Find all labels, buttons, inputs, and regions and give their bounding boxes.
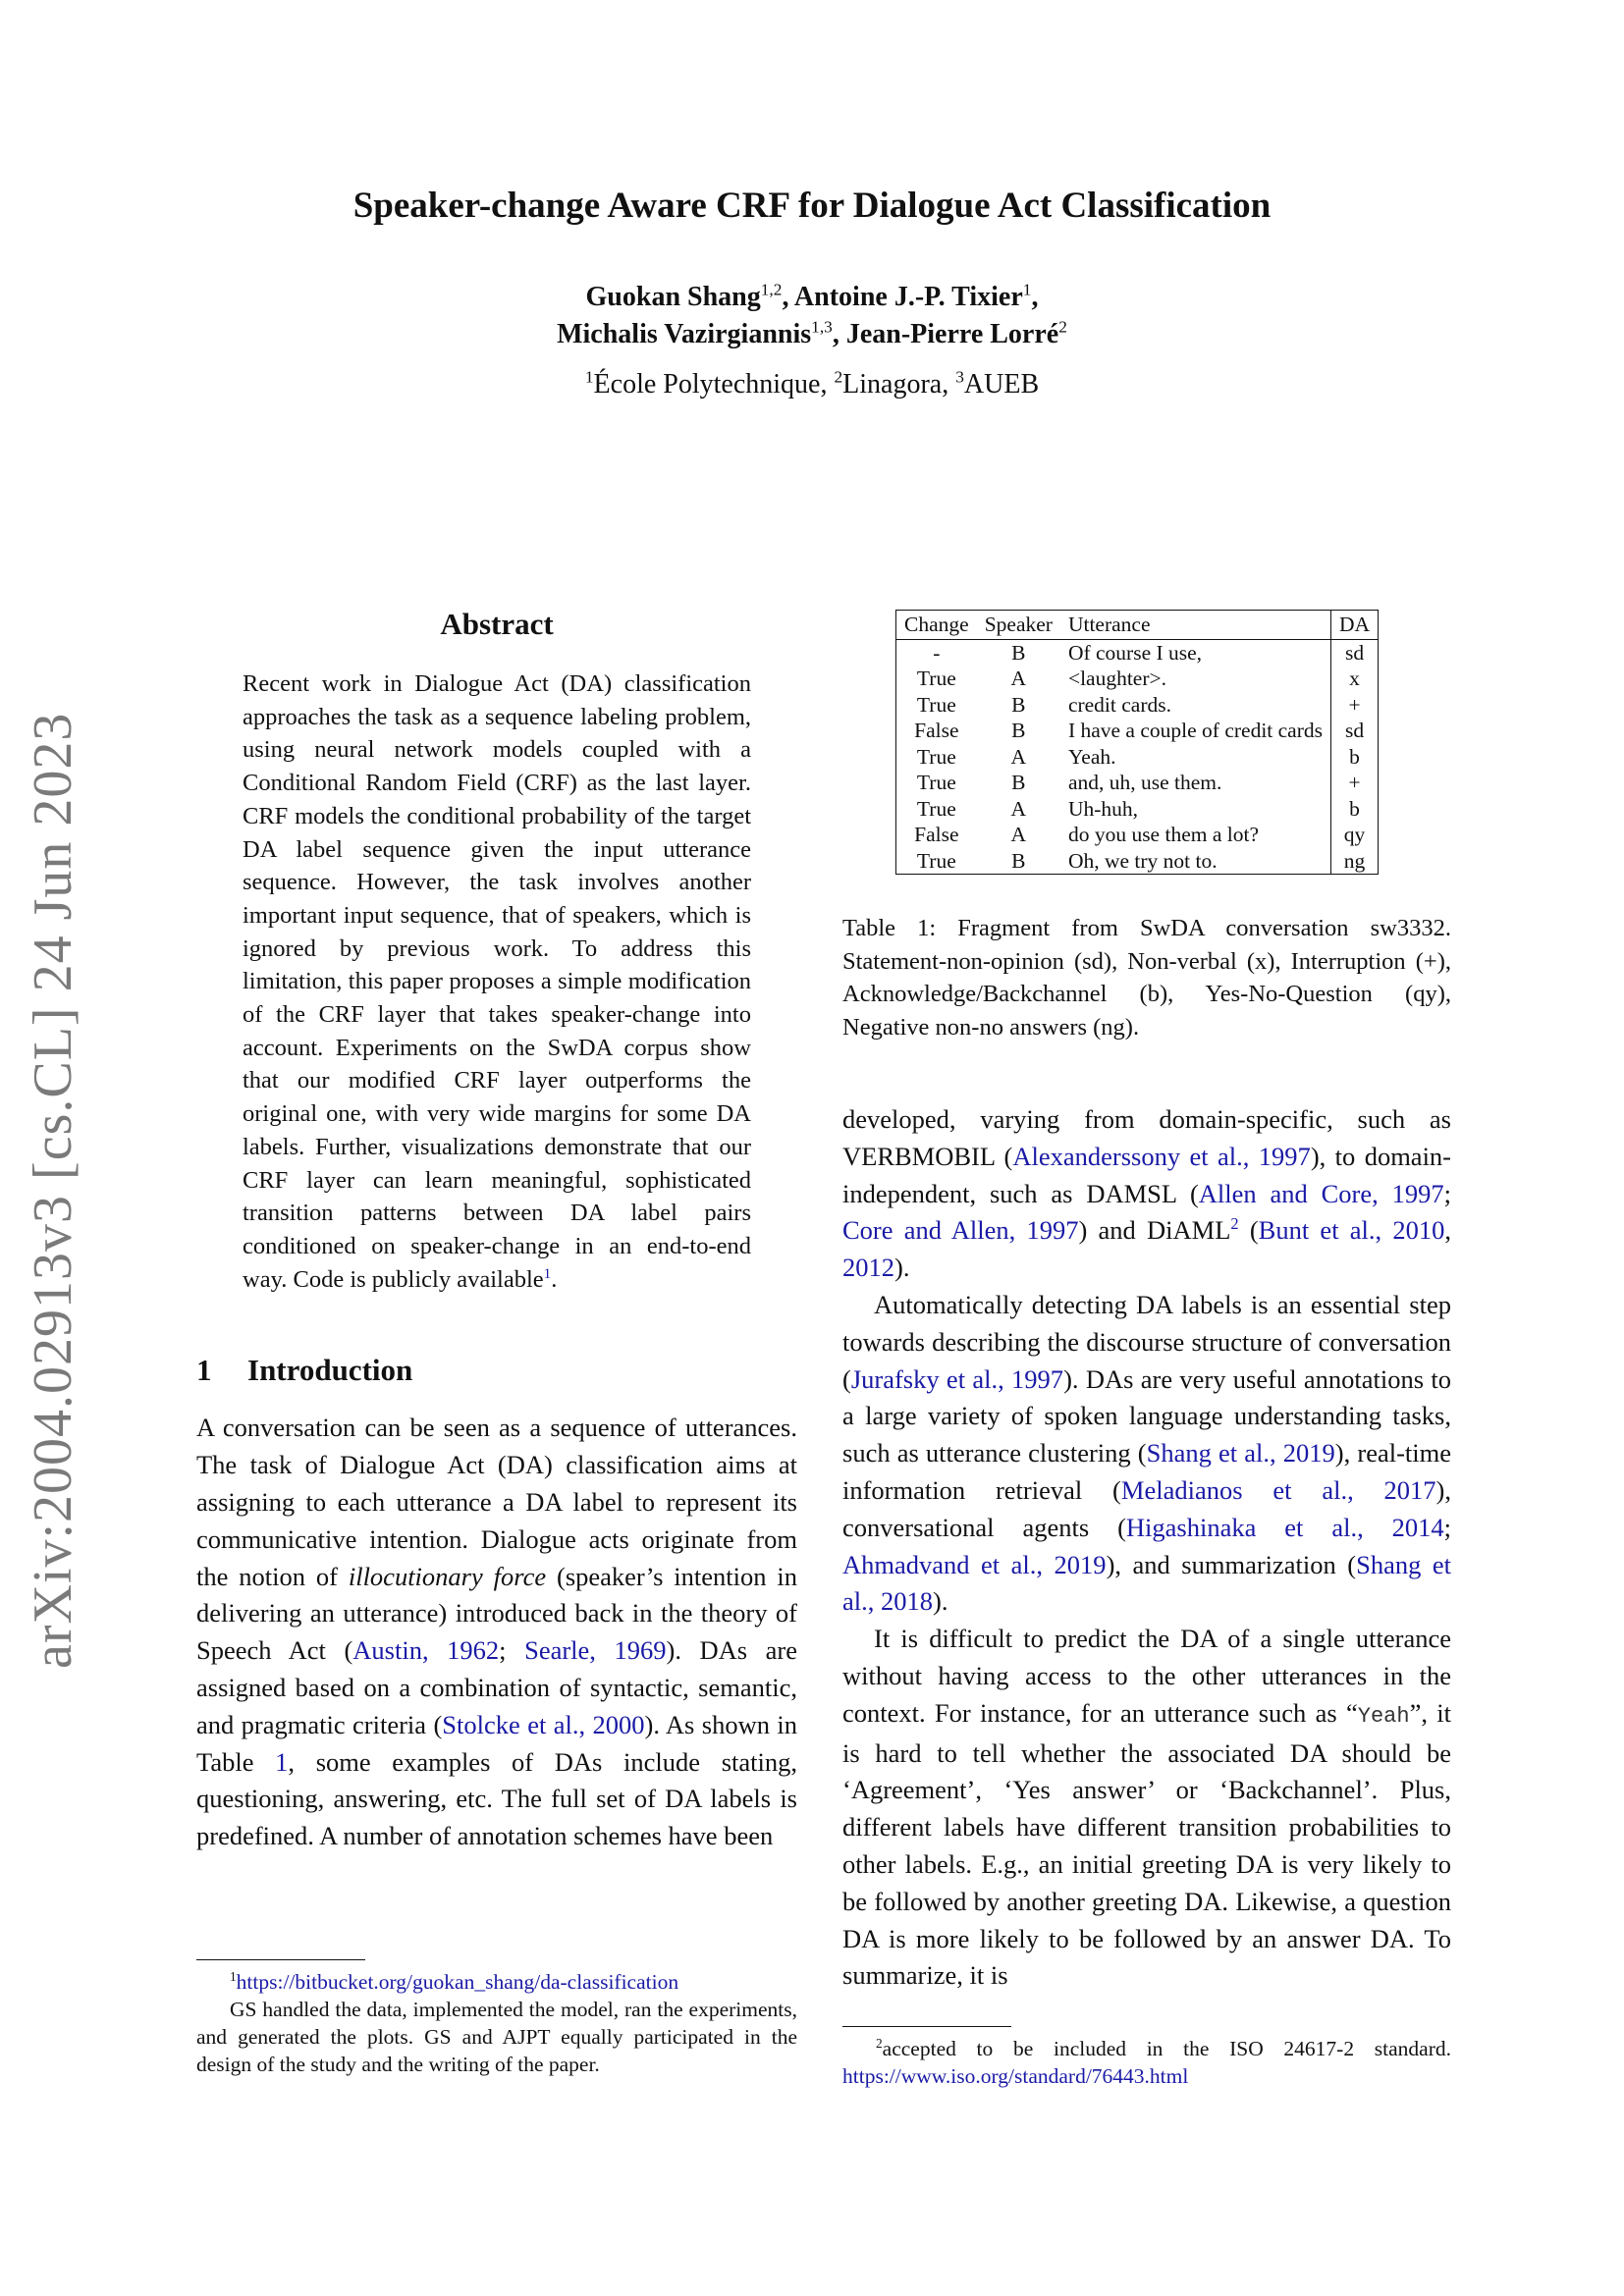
- authors-line-2: Michalis Vazirgiannis$^{1,3}$, Jean-Pierre Lorré$^2$: [557, 317, 1067, 349]
- affiliation-mark: 2: [834, 367, 843, 387]
- table-cell: A: [1010, 796, 1027, 821]
- code-url-link[interactable]: https://bitbucket.org/guokan_shang/da-classification: [236, 1970, 679, 1994]
- footnote-rule: [842, 2026, 1011, 2027]
- text-run: ). As shown in Table: [196, 1709, 797, 1777]
- citation-link[interactable]: Shang et al., 2019: [1146, 1438, 1335, 1468]
- table-cell: qy: [1331, 822, 1379, 848]
- section-title: Introduction: [247, 1353, 413, 1388]
- author-name: Guokan Shang: [585, 282, 761, 312]
- abstract-end: .: [551, 1265, 558, 1293]
- footnote-mark: 1: [230, 1969, 237, 1985]
- table-header: Utterance: [1060, 611, 1331, 640]
- intro-paragraph: [196, 1410, 797, 1855]
- table-cell: x: [1331, 666, 1379, 692]
- table-cell: B: [1011, 719, 1026, 742]
- citation-link[interactable]: Jurafsky et al., 1997: [850, 1363, 1064, 1394]
- text-run: ;: [1443, 1512, 1451, 1542]
- table-cell: True: [896, 796, 977, 823]
- table-row: [896, 770, 1379, 796]
- table-header: DA: [1331, 611, 1379, 640]
- text-run: ;: [1443, 1178, 1451, 1208]
- authors: [0, 279, 1624, 353]
- left-footnotes: [196, 1959, 797, 2078]
- table-row: [896, 718, 1379, 744]
- footnote-link[interactable]: 2: [1230, 1214, 1239, 1234]
- text-run: GS handled the data, implemented the model, ran the experiments, and generated the plots. GS and AJPT equally participated in the design of the study and the writing of the paper.: [196, 1998, 797, 2076]
- abstract-heading: Abstract: [440, 607, 554, 641]
- table-cell: do you use them a lot?: [1067, 823, 1259, 846]
- citation-link[interactable]: Ahmadvand et al., 2019: [842, 1549, 1107, 1579]
- table-cell: +: [1331, 770, 1379, 796]
- table-cell: True: [896, 692, 977, 719]
- section-heading: [196, 1353, 797, 1388]
- code-text: Yeah: [1357, 1703, 1410, 1729]
- affiliation-mark: 1: [1022, 280, 1032, 299]
- citation-link[interactable]: Austin, 1962: [352, 1635, 500, 1666]
- title-block: [0, 185, 1624, 400]
- table-cell: +: [1331, 692, 1379, 719]
- text-run: ), real-time information retrieval (: [842, 1438, 1452, 1505]
- table-row: [896, 692, 1379, 719]
- text-run: ,: [1444, 1215, 1451, 1246]
- table-row: [896, 744, 1379, 771]
- abstract-text: [243, 667, 751, 1296]
- table-cell: B: [1011, 692, 1026, 717]
- table-row: [896, 822, 1379, 848]
- table-cell: True: [896, 666, 977, 692]
- citation-link[interactable]: Stolcke et al., 2000: [442, 1709, 645, 1739]
- affiliation: École Polytechnique,: [593, 369, 835, 400]
- text-run: It is difficult to predict the DA of a single utterance without having access to the other utterances in the context. For instance, for an utterance such as “: [842, 1624, 1451, 1728]
- text-run: ”, it is hard to tell whether the associated DA should be ‘Agreement’, ‘Yes answer’ or ‘Backchannel’. Plus, different labels have different transition probabilities to other labels. E.g., an initial greeting DA is very likely to be followed by another greeting DA. Likewise, a question DA is more likely to be followed by an answer DA. To summarize, it is: [842, 1697, 1451, 1991]
- table-cell: Yeah.: [1067, 744, 1116, 769]
- text-run: ). DAs are assigned based on a combination of syntactic, semantic, and pragmatic criteria (: [196, 1635, 798, 1739]
- citation-link[interactable]: Meladianos et al., 2017: [1120, 1474, 1436, 1505]
- text-run: (: [1238, 1215, 1259, 1246]
- contribution-note: [196, 1996, 797, 2078]
- table-cell: A: [1010, 744, 1027, 769]
- affiliation-mark: 1,2: [760, 280, 783, 299]
- paper-title: Speaker-change Aware CRF for Dialogue Act Classification: [352, 186, 1272, 226]
- table-row: [896, 639, 1379, 666]
- text-run: ;: [499, 1635, 525, 1666]
- text-run: accepted to be included in the ISO 24617-2 standard.: [882, 2037, 1451, 2060]
- table-cell: and, uh, use them.: [1067, 771, 1222, 794]
- table-cell: credit cards.: [1067, 692, 1171, 717]
- author-name: Jean-Pierre Lorré: [845, 319, 1059, 349]
- left-column: [196, 607, 797, 1855]
- table-header-row: [896, 611, 1379, 640]
- text-run: , some examples of DAs include stating, questioning, answering, etc. The full set of DA labels is predefined. A number of annotation schemes have been: [196, 1746, 797, 1851]
- affiliation-mark: 1: [584, 367, 594, 387]
- table-cell: Oh, we try not to.: [1060, 848, 1331, 875]
- footnote-rule: [196, 1959, 365, 1960]
- table-cell: Of course I use,: [1067, 640, 1203, 665]
- citation-link[interactable]: Core and Allen, 1997: [842, 1215, 1079, 1246]
- text-run: ), and summarization (: [1106, 1549, 1357, 1579]
- citation-link[interactable]: Searle, 1969: [524, 1635, 667, 1666]
- affiliation: Linagora,: [842, 369, 956, 400]
- table-header: Speaker: [977, 611, 1060, 640]
- table-cell: sd: [1331, 718, 1379, 744]
- table-cell: A: [1010, 823, 1027, 846]
- table-cell: b: [1331, 744, 1379, 771]
- text-run: ) and DiAML: [1078, 1215, 1231, 1246]
- emphasis-text: illocutionary force: [348, 1561, 547, 1591]
- citation-link[interactable]: 2012: [842, 1253, 894, 1283]
- right-column: [842, 1101, 1451, 1995]
- text-run: A conversation can be seen as a sequence of utterances. The task of Dialogue Act (DA) classification aims at assigning to each utterance a DA label to represent its communicative intention. Dialogue acts originate from the notion of: [196, 1413, 797, 1591]
- body-paragraph: [842, 1287, 1451, 1621]
- table-ref-link[interactable]: 1: [275, 1746, 289, 1777]
- author-name: Antoine J.-P. Tixier: [793, 282, 1023, 312]
- right-footnotes: [842, 2026, 1451, 2090]
- affiliation-mark: 3: [955, 367, 964, 387]
- table-cell: b: [1331, 796, 1379, 823]
- table-cell: B: [977, 848, 1060, 875]
- arxiv-identifier: arXiv:2004.02913v3 [cs.CL] 24 Jun 2023: [23, 712, 83, 1669]
- citation-link[interactable]: Higashinaka et al., 2014: [1125, 1512, 1444, 1542]
- affiliation-mark: 2: [1058, 317, 1067, 337]
- table-row: [896, 848, 1379, 875]
- iso-url-link[interactable]: https://www.iso.org/standard/76443.html: [842, 2064, 1189, 2088]
- table-row: [896, 796, 1379, 823]
- citation-link[interactable]: Alexanderssony et al., 1997: [1012, 1141, 1311, 1171]
- da-example-table: [895, 610, 1379, 875]
- table-caption: Table 1: Fragment from SwDA conversation sw3332. Statement-non-opinion (sd), Non-verbal (x), Interruption (+), Acknowledge/Backchannel (b), Yes-No-Question (qy), Negative non-no answers (ng).: [842, 915, 1451, 1041]
- table-header: Change: [896, 611, 977, 640]
- body-paragraph: [842, 1101, 1451, 1287]
- citation-link[interactable]: Bunt et al., 2010: [1258, 1215, 1445, 1246]
- text-run: (speaker’s intention in delivering an utterance) introduced back in the theory of Speech Act (: [196, 1561, 797, 1666]
- text-run: ). DAs are very useful annotations to a large variety of spoken language understanding tasks, such as utterance clustering (: [842, 1363, 1451, 1468]
- citation-link[interactable]: Allen and Core, 1997: [1198, 1178, 1444, 1208]
- table-cell: True: [896, 770, 977, 796]
- citation-link[interactable]: Shang et al., 2018: [842, 1549, 1452, 1617]
- table-cell: False: [896, 718, 977, 744]
- affiliation-mark: 1,3: [811, 317, 833, 337]
- section-number: 1: [196, 1353, 212, 1388]
- footnote-2: [842, 2035, 1451, 2090]
- text-run: developed, varying from domain-specific, such as VERBMOBIL (: [842, 1104, 1451, 1171]
- table-cell: B: [1011, 640, 1026, 665]
- table-cell: B: [1011, 771, 1026, 794]
- body-paragraph: [842, 1621, 1451, 1995]
- text-run: ), to domain-independent, such as DAMSL (: [842, 1141, 1452, 1208]
- text-run: ).: [894, 1253, 910, 1283]
- text-run: ), conversational agents (: [842, 1474, 1451, 1542]
- affiliations: [0, 369, 1624, 400]
- authors-line-1: Guokan Shang$^{1,2}$, Antoine J.-P. Tixier$^1$,: [585, 280, 1039, 312]
- footnote-mark: 2: [876, 2036, 883, 2052]
- abstract-body: Recent work in Dialogue Act (DA) classification approaches the task as a sequence labeling problem, using neural network models coupled with a Conditional Random Field (CRF) as the last layer. CRF models the conditional probability of the target DA label sequence given the input utterance sequence. However, the task involves another important input sequence, that of speakers, which is ignored by previous work. To address this limitation, this paper proposes a simple modification of the CRF layer that takes speaker-change into account. Experiments on the SwDA corpus show that our modified CRF layer outperforms the original one, with very wide margins for some DA labels. Further, visualizations demonstrate that our CRF layer can learn meaningful, sophisticated transition patterns between DA label pairs conditioned on speaker-change in an end-to-end way. Code is publicly available: [243, 670, 751, 1293]
- footnote-1: [196, 1968, 797, 1996]
- affiliation: AUEB: [963, 369, 1040, 400]
- text-run: ).: [933, 1586, 948, 1617]
- table-cell: <laughter>.: [1067, 667, 1167, 690]
- table-cell: I have a couple of credit cards: [1067, 719, 1323, 742]
- author-name: Michalis Vazirgiannis: [557, 319, 812, 349]
- table-cell: sd: [1331, 639, 1379, 666]
- table-cell: False: [896, 822, 977, 848]
- table-cell: A: [1010, 667, 1027, 690]
- footnote-link[interactable]: 1: [543, 1264, 552, 1282]
- text-run: Automatically detecting DA labels is an essential step towards describing the discourse structure of conversation (: [842, 1289, 1451, 1394]
- table-cell: ng: [1331, 848, 1379, 875]
- table-cell: True: [896, 744, 977, 771]
- table-cell: -: [896, 639, 977, 666]
- table-cell: True: [896, 848, 977, 875]
- table-row: [896, 666, 1379, 692]
- table-cell: Uh-huh,: [1067, 796, 1138, 821]
